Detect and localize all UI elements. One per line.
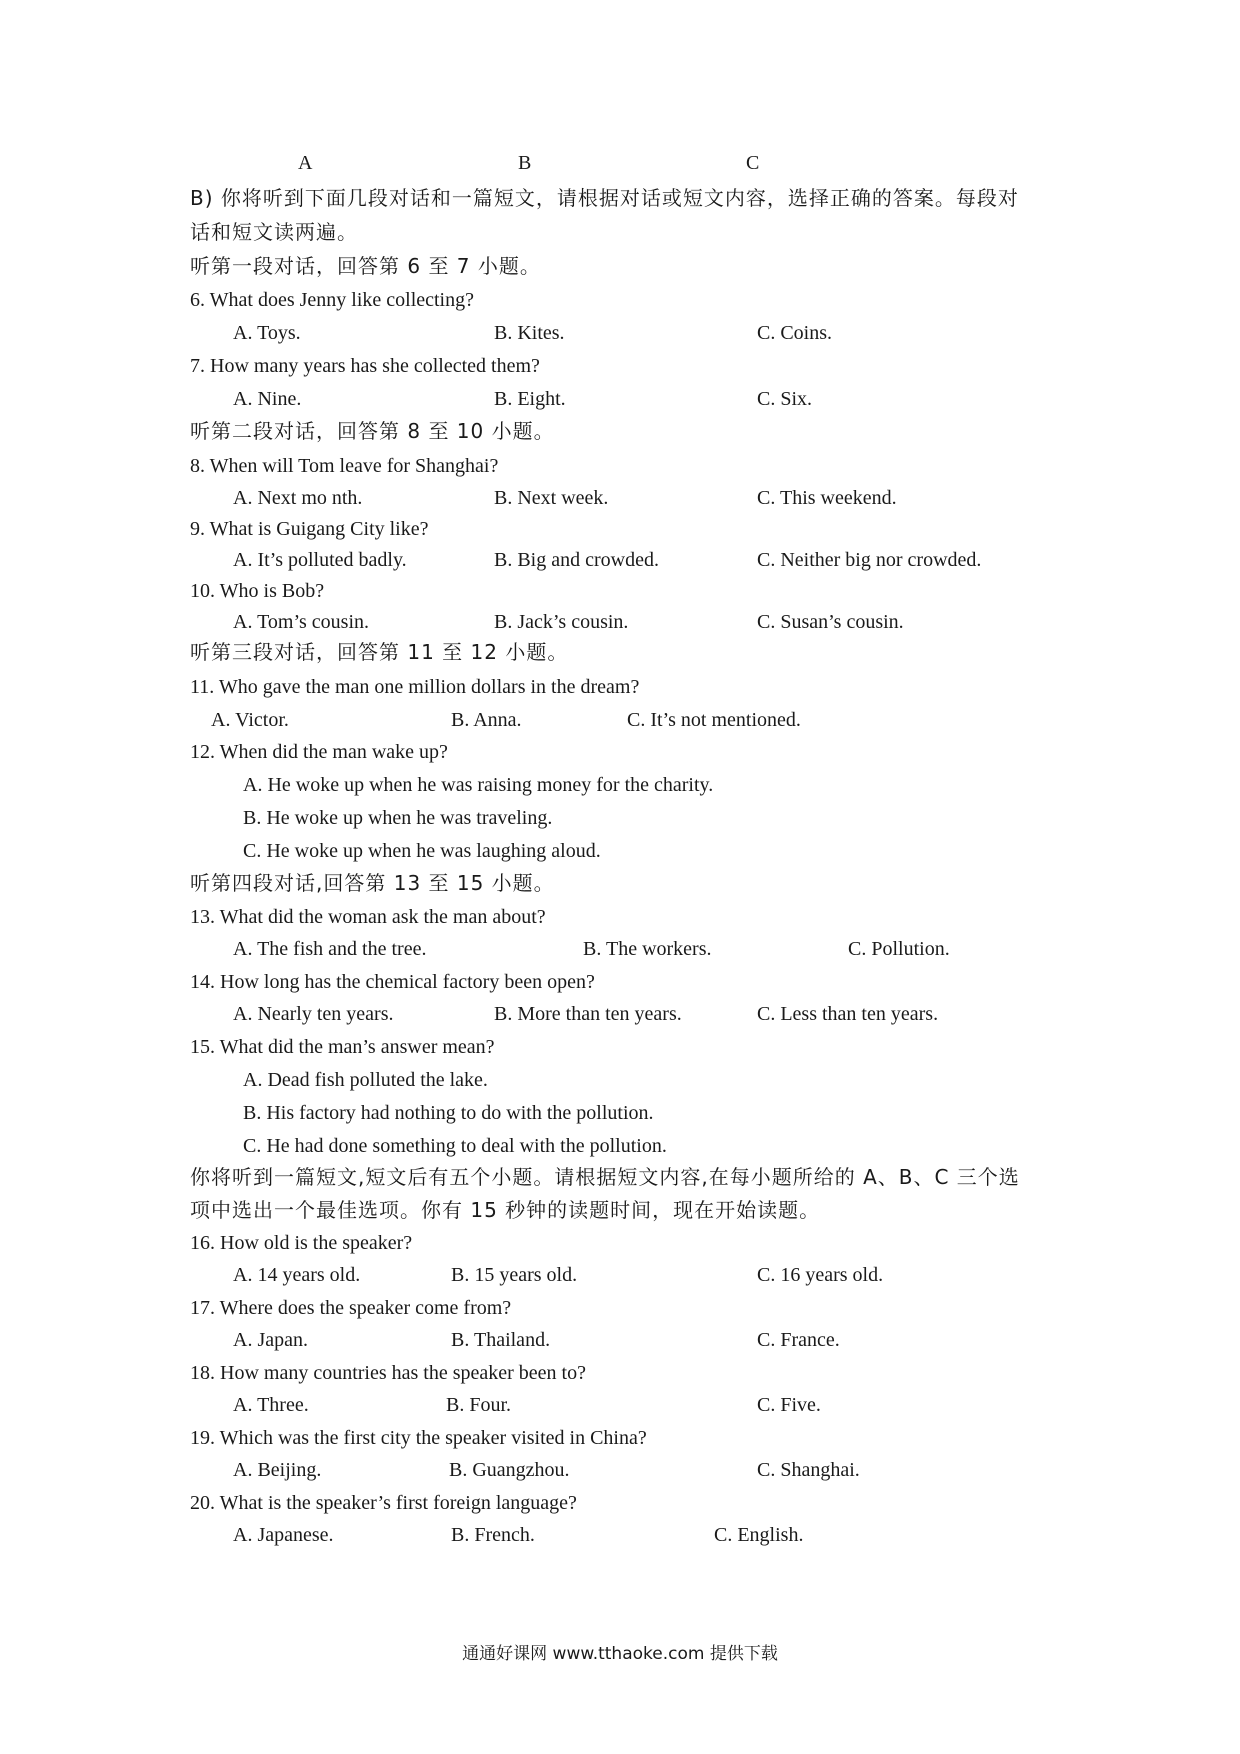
q14-option-c: C. Less than ten years. (757, 1003, 939, 1025)
q20-option-b: B. French. (451, 1524, 535, 1546)
passage-instructions-line1: 你将听到一篇短文,短文后有五个小题。请根据短文内容,在每小题所给的 A、B、C 三个选 (190, 1165, 1020, 1189)
q15-option-a: A. Dead fish polluted the lake. (243, 1069, 488, 1091)
q7-option-c: C. Six. (757, 388, 813, 410)
q6-option-a: A. Toys. (233, 322, 301, 344)
q12-option-c: C. He woke up when he was laughing aloud. (243, 840, 601, 862)
q17-option-c: C. France. (757, 1329, 840, 1351)
q14-option-a: A. Nearly ten years. (233, 1003, 394, 1025)
q13-option-a: A. The fish and the tree. (233, 938, 427, 960)
question-19: 19. Which was the first city the speaker visited in China? (190, 1427, 647, 1449)
q20-option-a: A. Japanese. (233, 1524, 334, 1546)
q6-option-c: C. Coins. (757, 322, 833, 344)
q13-option-b: B. The workers. (583, 938, 712, 960)
question-9: 9. What is Guigang City like? (190, 518, 429, 540)
q11-option-b: B. Anna. (451, 709, 522, 731)
q16-option-b: B. 15 years old. (451, 1264, 578, 1286)
question-8: 8. When will Tom leave for Shanghai? (190, 455, 499, 477)
q16-option-c: C. 16 years old. (757, 1264, 884, 1286)
passage-instructions-line2: 项中选出一个最佳选项。你有 15 秒钟的读题时间，现在开始读题。 (190, 1198, 821, 1222)
q17-option-b: B. Thailand. (451, 1329, 551, 1351)
dialogue3-header: 听第三段对话，回答第 11 至 12 小题。 (190, 640, 569, 664)
picture-label-a: A (298, 152, 313, 174)
question-10: 10. Who is Bob? (190, 580, 325, 602)
q8-option-b: B. Next week. (494, 487, 609, 509)
question-6: 6. What does Jenny like collecting? (190, 289, 474, 311)
q19-option-a: A. Beijing. (233, 1459, 322, 1481)
q15-option-b: B. His factory had nothing to do with the pollution. (243, 1102, 654, 1124)
dialogue1-header: 听第一段对话，回答第 6 至 7 小题。 (190, 254, 541, 278)
q14-option-b: B. More than ten years. (494, 1003, 682, 1025)
q10-option-c: C. Susan’s cousin. (757, 611, 904, 633)
question-7: 7. How many years has she collected them? (190, 355, 540, 377)
dialogue2-header: 听第二段对话，回答第 8 至 10 小题。 (190, 419, 555, 443)
q19-option-b: B. Guangzhou. (449, 1459, 570, 1481)
question-14: 14. How long has the chemical factory been open? (190, 971, 595, 993)
q6-option-b: B. Kites. (494, 322, 565, 344)
q18-option-a: A. Three. (233, 1394, 309, 1416)
q7-option-b: B. Eight. (494, 388, 566, 410)
question-11: 11. Who gave the man one million dollars in the dream? (190, 676, 640, 698)
q16-option-a: A. 14 years old. (233, 1264, 361, 1286)
q19-option-c: C. Shanghai. (757, 1459, 860, 1481)
q20-option-c: C. English. (714, 1524, 804, 1546)
question-20: 20. What is the speaker’s first foreign language? (190, 1492, 577, 1514)
section-b-instructions-line1: B) 你将听到下面几段对话和一篇短文，请根据对话或短文内容，选择正确的答案。每段对 (190, 186, 1019, 210)
q9-option-b: B. Big and crowded. (494, 549, 659, 571)
q12-option-a: A. He woke up when he was raising money for the charity. (243, 774, 714, 796)
picture-label-b: B (518, 152, 532, 174)
question-16: 16. How old is the speaker? (190, 1232, 413, 1254)
q13-option-c: C. Pollution. (848, 938, 950, 960)
q10-option-b: B. Jack’s cousin. (494, 611, 629, 633)
q11-option-c: C. It’s not mentioned. (627, 709, 801, 731)
q7-option-a: A. Nine. (233, 388, 302, 410)
picture-label-c: C (746, 152, 760, 174)
q9-option-c: C. Neither big nor crowded. (757, 549, 982, 571)
q8-option-a: A. Next mo nth. (233, 487, 363, 509)
q9-option-a: A. It’s polluted badly. (233, 549, 407, 571)
q12-option-b: B. He woke up when he was traveling. (243, 807, 553, 829)
question-12: 12. When did the man wake up? (190, 741, 448, 763)
section-b-instructions-line2: 话和短文读两遍。 (190, 220, 358, 244)
q15-option-c: C. He had done something to deal with the pollution. (243, 1135, 667, 1157)
page-footer: 通通好课网 www.tthaoke.com 提供下载 (462, 1644, 778, 1664)
dialogue4-header: 听第四段对话,回答第 13 至 15 小题。 (190, 871, 555, 895)
q11-option-a: A. Victor. (211, 709, 289, 731)
q17-option-a: A. Japan. (233, 1329, 308, 1351)
question-17: 17. Where does the speaker come from? (190, 1297, 512, 1319)
q18-option-b: B. Four. (446, 1394, 512, 1416)
q18-option-c: C. Five. (757, 1394, 821, 1416)
q8-option-c: C. This weekend. (757, 487, 897, 509)
q10-option-a: A. Tom’s cousin. (233, 611, 370, 633)
question-13: 13. What did the woman ask the man about? (190, 906, 546, 928)
question-18: 18. How many countries has the speaker been to? (190, 1362, 586, 1384)
question-15: 15. What did the man’s answer mean? (190, 1036, 495, 1058)
